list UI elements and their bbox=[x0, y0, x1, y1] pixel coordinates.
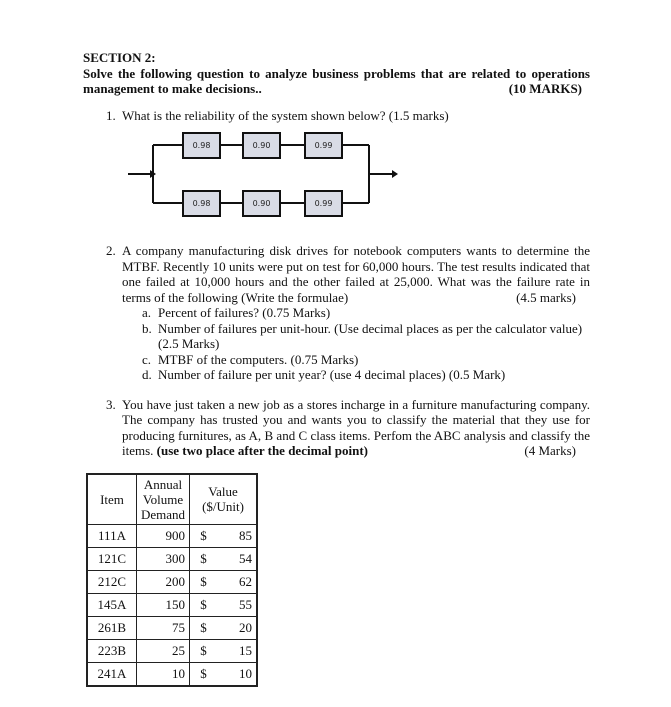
table-header-row bbox=[87, 474, 257, 525]
item-cell: 121C bbox=[87, 547, 137, 570]
top-component-2: 0.90 bbox=[252, 141, 271, 150]
value-cell: 85 bbox=[217, 524, 257, 547]
question-3 bbox=[106, 397, 590, 459]
output-arrow-icon bbox=[392, 170, 398, 178]
instruction-text: Solve the following question to analyze business problems that are related to operations management to make decisions.. bbox=[83, 65, 590, 96]
part-text: Number of failures per unit-hour. (Use decimal places as per the calculator value) (2.5 Marks) bbox=[158, 320, 583, 351]
question-1 bbox=[106, 108, 590, 124]
table-row bbox=[87, 662, 257, 686]
value-cell: 55 bbox=[217, 593, 257, 616]
demand-cell: 75 bbox=[137, 616, 190, 639]
q2-part-a bbox=[142, 305, 590, 321]
header-demand: Annual Volume Demand bbox=[137, 474, 190, 525]
demand-cell: 300 bbox=[137, 547, 190, 570]
reliability-diagram bbox=[83, 125, 590, 237]
demand-cell: 200 bbox=[137, 570, 190, 593]
currency-cell: $ bbox=[190, 547, 217, 570]
q2-marks: (4.5 marks) bbox=[516, 289, 576, 305]
table-row bbox=[87, 570, 257, 593]
value-cell: 54 bbox=[217, 547, 257, 570]
q2-part-b bbox=[142, 321, 590, 352]
abc-items-table bbox=[86, 473, 258, 687]
q3-marks: (4 Marks) bbox=[524, 443, 576, 458]
table-row bbox=[87, 524, 257, 547]
part-text: Number of failure per unit year? (use 4 decimal places) (0.5 Mark) bbox=[158, 367, 506, 382]
part-label: d. bbox=[142, 367, 152, 382]
q3-bold-note: (use two place after the decimal point) bbox=[156, 443, 369, 458]
q3-text: You have just taken a new job as a stores incharge in a furniture manufacturing company. The company has trusted you and wants you to classify the material that they use for producing furnitures, as A, B and C class items. Perfom the ABC analysis and classify the items. bbox=[122, 396, 590, 458]
header-value: Value ($/Unit) bbox=[190, 474, 257, 525]
bottom-component-1: 0.98 bbox=[192, 199, 211, 208]
section-marks: (10 MARKS) bbox=[508, 81, 582, 96]
q3-body bbox=[122, 397, 590, 459]
q1-text: What is the reliability of the system shown below? (1.5 marks) bbox=[122, 107, 449, 123]
top-component-1: 0.98 bbox=[192, 141, 211, 150]
item-cell: 261B bbox=[87, 616, 137, 639]
question-2 bbox=[106, 243, 590, 383]
item-cell: 223B bbox=[87, 639, 137, 662]
currency-cell: $ bbox=[190, 616, 217, 639]
q2-parts bbox=[142, 305, 590, 383]
top-component-3: 0.99 bbox=[314, 141, 333, 150]
part-text: Percent of failures? (0.75 Marks) bbox=[158, 305, 331, 320]
q2-body bbox=[122, 243, 590, 305]
item-cell: 241A bbox=[87, 662, 137, 686]
part-label: b. bbox=[142, 320, 152, 336]
currency-cell: $ bbox=[190, 593, 217, 616]
section-title: SECTION 2: bbox=[83, 50, 156, 65]
table-row bbox=[87, 616, 257, 639]
section-instruction bbox=[83, 66, 590, 97]
item-cell: 111A bbox=[87, 524, 137, 547]
value-cell: 15 bbox=[217, 639, 257, 662]
bottom-component-3: 0.99 bbox=[314, 199, 333, 208]
q2-text: A company manufacturing disk drives for notebook computers wants to determine the MTBF. Recently 10 units were put on test for 60,000 hours. The test results indicated that one failed at 10,000 hours and the other failed at 25,000. What was the failure rate in terms of the following (Write the formulae) bbox=[122, 243, 590, 305]
table-row bbox=[87, 593, 257, 616]
document-content bbox=[83, 50, 590, 707]
q1-number: 1. bbox=[106, 107, 116, 123]
demand-cell: 150 bbox=[137, 593, 190, 616]
q2-part-c bbox=[142, 352, 590, 368]
value-cell: 10 bbox=[217, 662, 257, 686]
bottom-component-2: 0.90 bbox=[252, 199, 271, 208]
q2-number: 2. bbox=[106, 243, 116, 258]
value-cell: 62 bbox=[217, 570, 257, 593]
part-label: c. bbox=[142, 351, 152, 367]
currency-cell: $ bbox=[190, 662, 217, 686]
header-item: Item bbox=[87, 474, 137, 525]
demand-cell: 10 bbox=[137, 662, 190, 686]
q3-number: 3. bbox=[106, 396, 116, 412]
demand-cell: 900 bbox=[137, 524, 190, 547]
item-cell: 212C bbox=[87, 570, 137, 593]
value-cell: 20 bbox=[217, 616, 257, 639]
table-row bbox=[87, 639, 257, 662]
currency-cell: $ bbox=[190, 524, 217, 547]
table-row bbox=[87, 547, 257, 570]
part-text: MTBF of the computers. (0.75 Marks) bbox=[158, 351, 359, 367]
section-header bbox=[83, 50, 590, 97]
demand-cell: 25 bbox=[137, 639, 190, 662]
currency-cell: $ bbox=[190, 639, 217, 662]
q2-part-d bbox=[142, 367, 590, 383]
item-cell: 145A bbox=[87, 593, 137, 616]
currency-cell: $ bbox=[190, 570, 217, 593]
part-label: a. bbox=[142, 305, 152, 320]
